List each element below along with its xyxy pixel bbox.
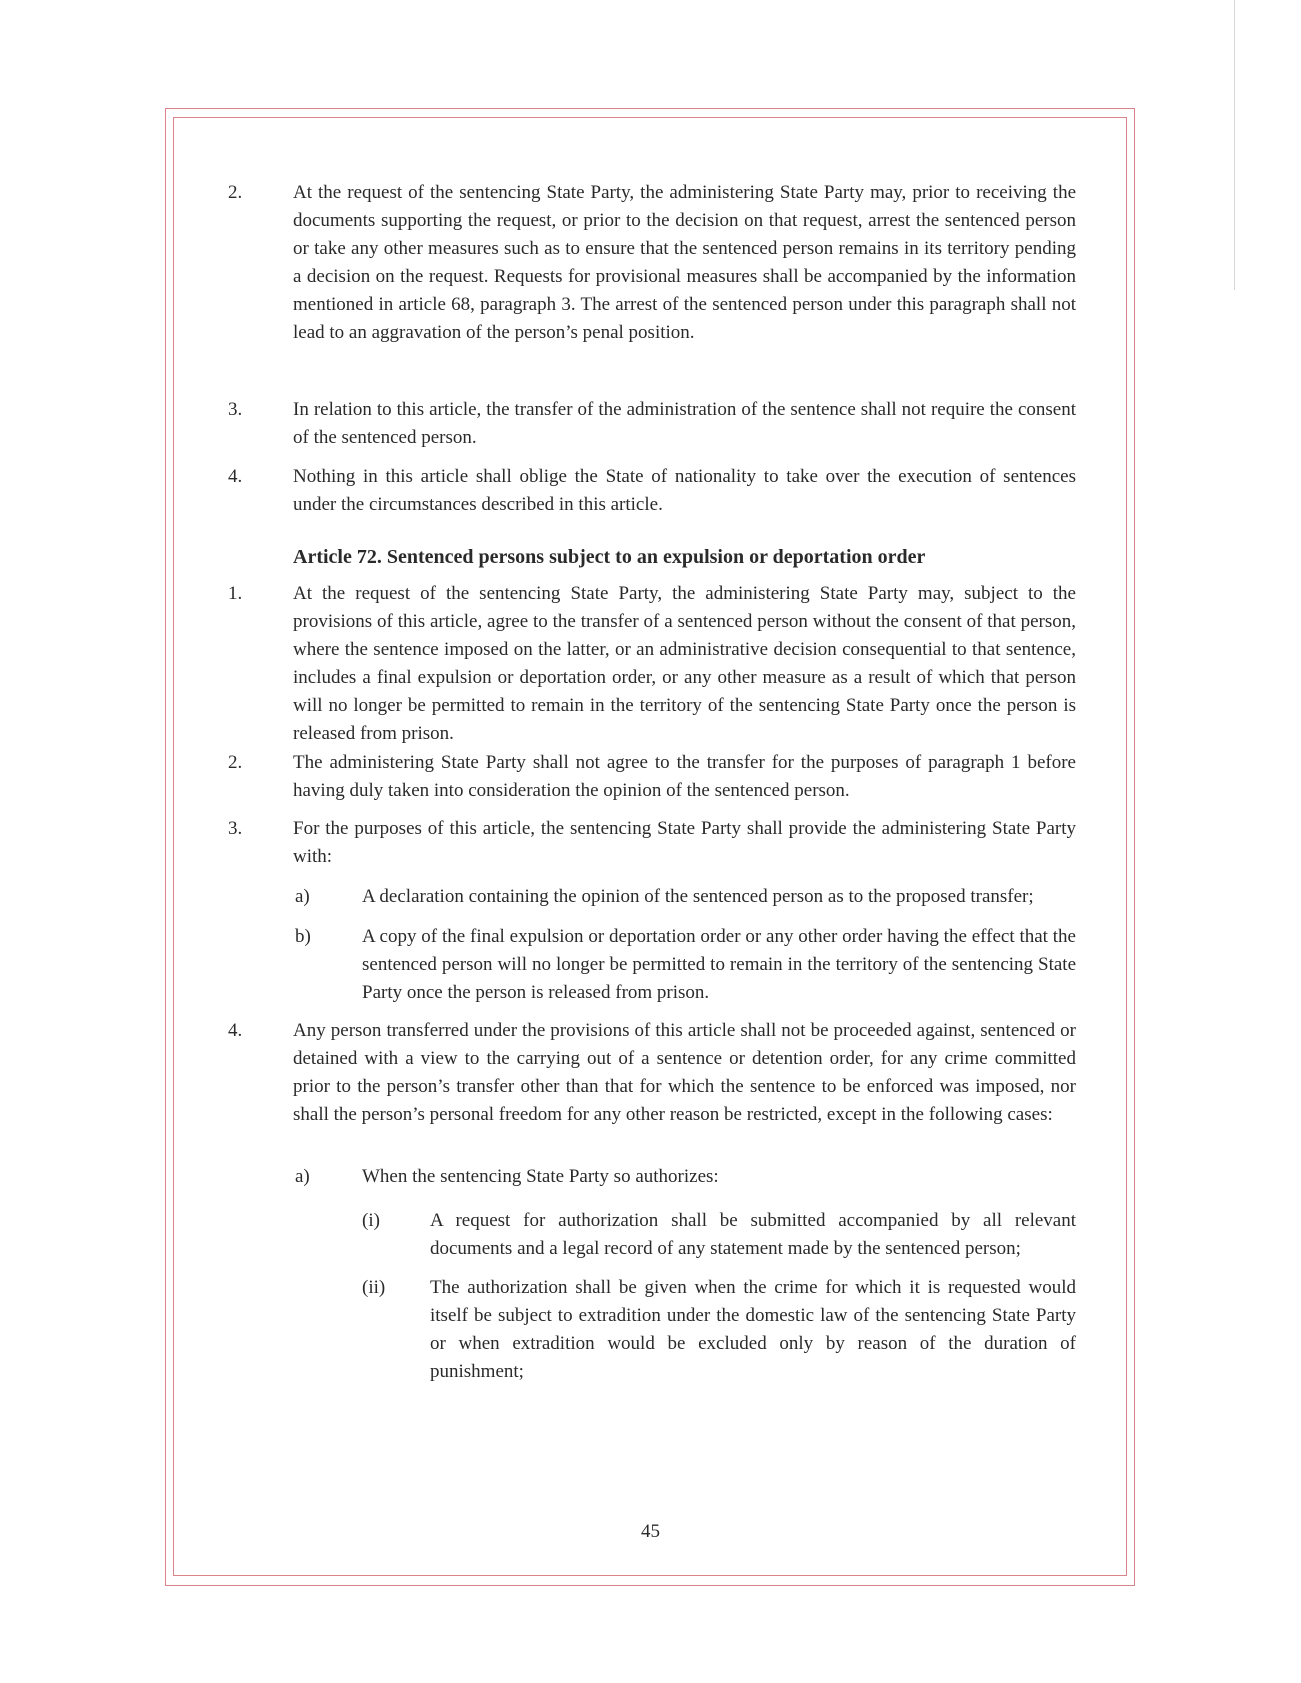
paragraph-number: 3.: [228, 399, 243, 420]
paragraph-text: For the purposes of this article, the sentencing State Party shall provide the administering State Party with:: [293, 818, 1076, 867]
paragraph-number: 4.: [228, 466, 243, 487]
paragraph-text: The administering State Party shall not agree to the transfer for the purposes of paragraph 1 before having duly taken into consideration the opinion of the sentenced person.: [293, 752, 1076, 801]
paragraph-text: Nothing in this article shall oblige the State of nationality to take over the execution of sentences under the circumstances described in this article.: [293, 466, 1076, 515]
article72-paragraph-4a-i: [362, 1207, 1076, 1263]
paragraph-text: At the request of the sentencing State Party, the administering State Party may, prior to receiving the documents supporting the request, or prior to the decision on that request, arrest the sentenced person or take any other measures such as to ensure that the sentenced person remains in its territory pending a decision on the request. Requests for provisional measures shall be accompanied by the information mentioned in article 68, paragraph 3. The arrest of the sentenced person under this paragraph shall not lead to an aggravation of the person’s penal position.: [293, 182, 1076, 343]
subparagraph-text: A copy of the final expulsion or deportation order or any other order having the effect that the sentenced person will no longer be permitted to remain in the territory of the sentencing State Party once the person is released from prison.: [362, 926, 1076, 1003]
clause-numeral: (i): [362, 1210, 380, 1231]
paragraph-text: In relation to this article, the transfer of the administration of the sentence shall not require the consent of the sentenced person.: [293, 399, 1076, 448]
clause-numeral: (ii): [362, 1277, 386, 1298]
paragraph-4: [228, 463, 1076, 519]
paragraph-number: 3.: [228, 818, 243, 839]
article72-paragraph-1: [228, 580, 1076, 748]
subparagraph-letter: a): [295, 1166, 310, 1187]
paragraph-number: 2.: [228, 182, 243, 203]
article72-paragraph-4a: [295, 1163, 1076, 1191]
clause-text: A request for authorization shall be submitted accompanied by all relevant documents and a legal record of any statement made by the sentenced person;: [430, 1210, 1076, 1259]
article72-paragraph-2: [228, 749, 1076, 805]
paragraph-number: 4.: [228, 1020, 243, 1041]
paragraph-text: At the request of the sentencing State Party, the administering State Party may, subject to the provisions of this article, agree to the transfer of a sentenced person without the consent of that person, where the sentence imposed on the latter, or an administrative decision consequential to that sentence, includes a final expulsion or deportation order, or any other measure as a result of which that person will no longer be permitted to remain in the territory of the sentencing State Party once the person is released from prison.: [293, 583, 1076, 744]
article72-paragraph-4: [228, 1017, 1076, 1129]
subparagraph-letter: a): [295, 886, 310, 907]
article72-paragraph-3a: [295, 883, 1076, 911]
article72-paragraph-3: [228, 815, 1076, 871]
article72-paragraph-4a-ii: [362, 1274, 1076, 1386]
subparagraph-text: When the sentencing State Party so authorizes:: [362, 1166, 719, 1187]
paragraph-3: [228, 396, 1076, 452]
article-heading: Article 72. Sentenced persons subject to an expulsion or deportation order: [293, 546, 926, 568]
subparagraph-letter: b): [295, 926, 311, 947]
paragraph-number: 2.: [228, 752, 243, 773]
paragraph-number: 1.: [228, 583, 243, 604]
article72-paragraph-3b: [295, 923, 1076, 1007]
paragraph-text: Any person transferred under the provisions of this article shall not be proceeded against, sentenced or detained with a view to the carrying out of a sentence or detention order, for any crime committed prior to the person’s transfer other than that for which the sentence to be enforced was imposed, nor shall the person’s personal freedom for any other reason be restricted, except in the following cases:: [293, 1020, 1076, 1125]
page-number: 45: [641, 1521, 660, 1542]
paragraph-2: [228, 179, 1076, 347]
clause-text: The authorization shall be given when the crime for which it is requested would itself be subject to extradition under the domestic law of the sentencing State Party or when extradition would be excluded only by reason of the duration of punishment;: [430, 1277, 1076, 1382]
subparagraph-text: A declaration containing the opinion of the sentenced person as to the proposed transfer;: [362, 886, 1034, 907]
